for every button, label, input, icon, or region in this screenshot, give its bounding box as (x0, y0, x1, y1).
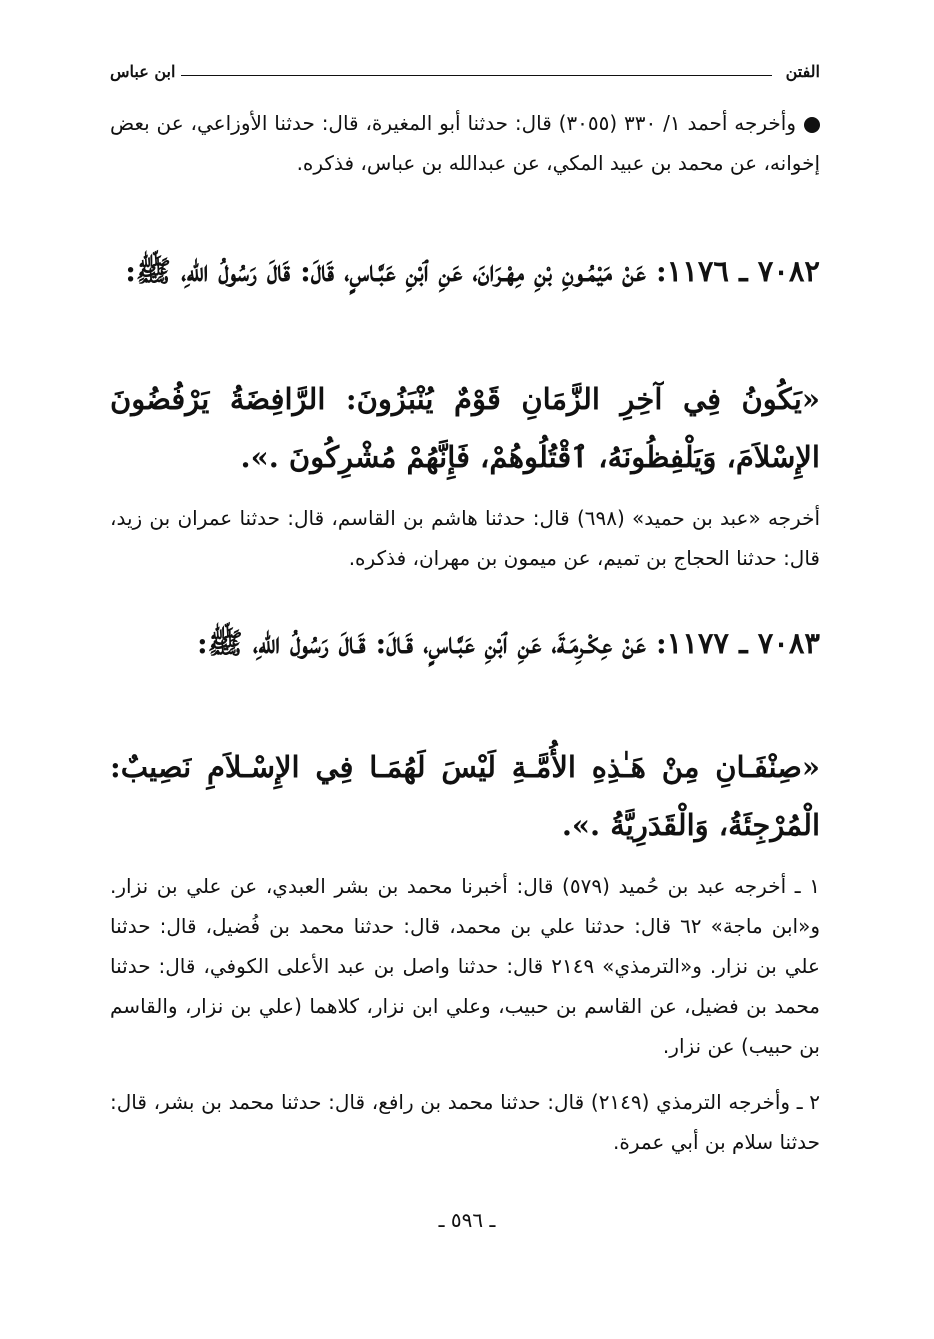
page-number: ـ ٥٩٦ ـ (438, 1208, 496, 1232)
takhrij-paragraph-1 (110, 103, 820, 183)
running-header (110, 62, 820, 88)
hadith-7082-heading: ٧٠٨٢ ـ ١١٧٦: عَنْ مَيْمُـونِ بْنِ مِهْـرَانَ، عَنِ ٱبْنِ عَبَّـاسٍ، قَالَ: قَالَ رَسُولُ اللّٰهِ، ﷺ: (125, 254, 820, 288)
chapter-title: ابن عباس (110, 62, 181, 81)
header-rule (180, 75, 772, 76)
takhrij-paragraph-2: أخرجه «عبد بن حميد» (٦٩٨) قال: حدثنا هاشم بن القاسم، قال: حدثنا عمران بن زيد، قال: حدثنا الحجاج بن تميم، عن ميمون بن مهران، فذكره. (110, 506, 821, 570)
hadith-7083-text: «صِنْفَـانِ مِنْ هَـٰذِهِ الأُمَّـةِ لَيْسَ لَهُمَـا فِي الإِسْـلاَمِ نَصِيبٌ: الْمُرْجِئَةُ، وَالْقَدَرِيَّةُ .». (110, 750, 820, 842)
hadith-7082-text: «يَكُونُ فِي آخِرِ الزَّمَانِ قَوْمٌ يُنْبَزُونَ: الرَّافِضَةُ يَرْفُضُونَ الإِسْلاَمَ، وَيَلْفِظُونَهُ، ٱقْتُلُوهُمْ، فَإِنَّهُمْ مُشْرِكُونَ .». (110, 382, 820, 474)
book-title: الفتن (780, 62, 820, 81)
footnote-1: ١ ـ أخرجه عبد بن حُميد (٥٧٩) قال: أخبرنا محمد بن بشر العبدي، عن علي بن نزار. و«ابن ماجة» ٦٢ قال: حدثنا علي بن محمد، قال: حدثنا محمد بن فُضيل، قال: حدثنا علي بن نزار. و«الترمذي» ٢١٤٩ قال: حدثنا واصل بن عبد الأعلى الكوفي، قال: حدثنا محمد بن فضيل، عن القاسم بن حبيب، وعلي ابن نزار، كلاهما (علي بن نزار، والقاسم بن حبيب) عن نزار. (110, 874, 820, 1058)
takhrij-text-1: وأخرجه أحمد ١/ ٣٣٠ (٣٠٥٥) قال: حدثنا أبو المغيرة، قال: حدثنا الأوزاعي، عن بعض إخوانه، عن محمد بن عبيد المكي، عن عبدالله بن عباس، فذكره. (110, 111, 820, 175)
bullet-icon (804, 117, 820, 133)
footnote-2: ٢ ـ وأخرجه الترمذي (٢١٤٩) قال: حدثنا محمد بن رافع، قال: حدثنا محمد بن بشر، قال: حدثنا سلام بن أبي عمرة. (110, 1090, 820, 1154)
hadith-7083-heading: ٧٠٨٣ ـ ١١٧٧: عَنْ عِكْـرِمَـةَ، عَنِ ٱبْنِ عَبَّـاسٍ، قَـالَ: قَـالَ رَسُولُ اللّٰهِ، ﷺ: (196, 626, 820, 660)
